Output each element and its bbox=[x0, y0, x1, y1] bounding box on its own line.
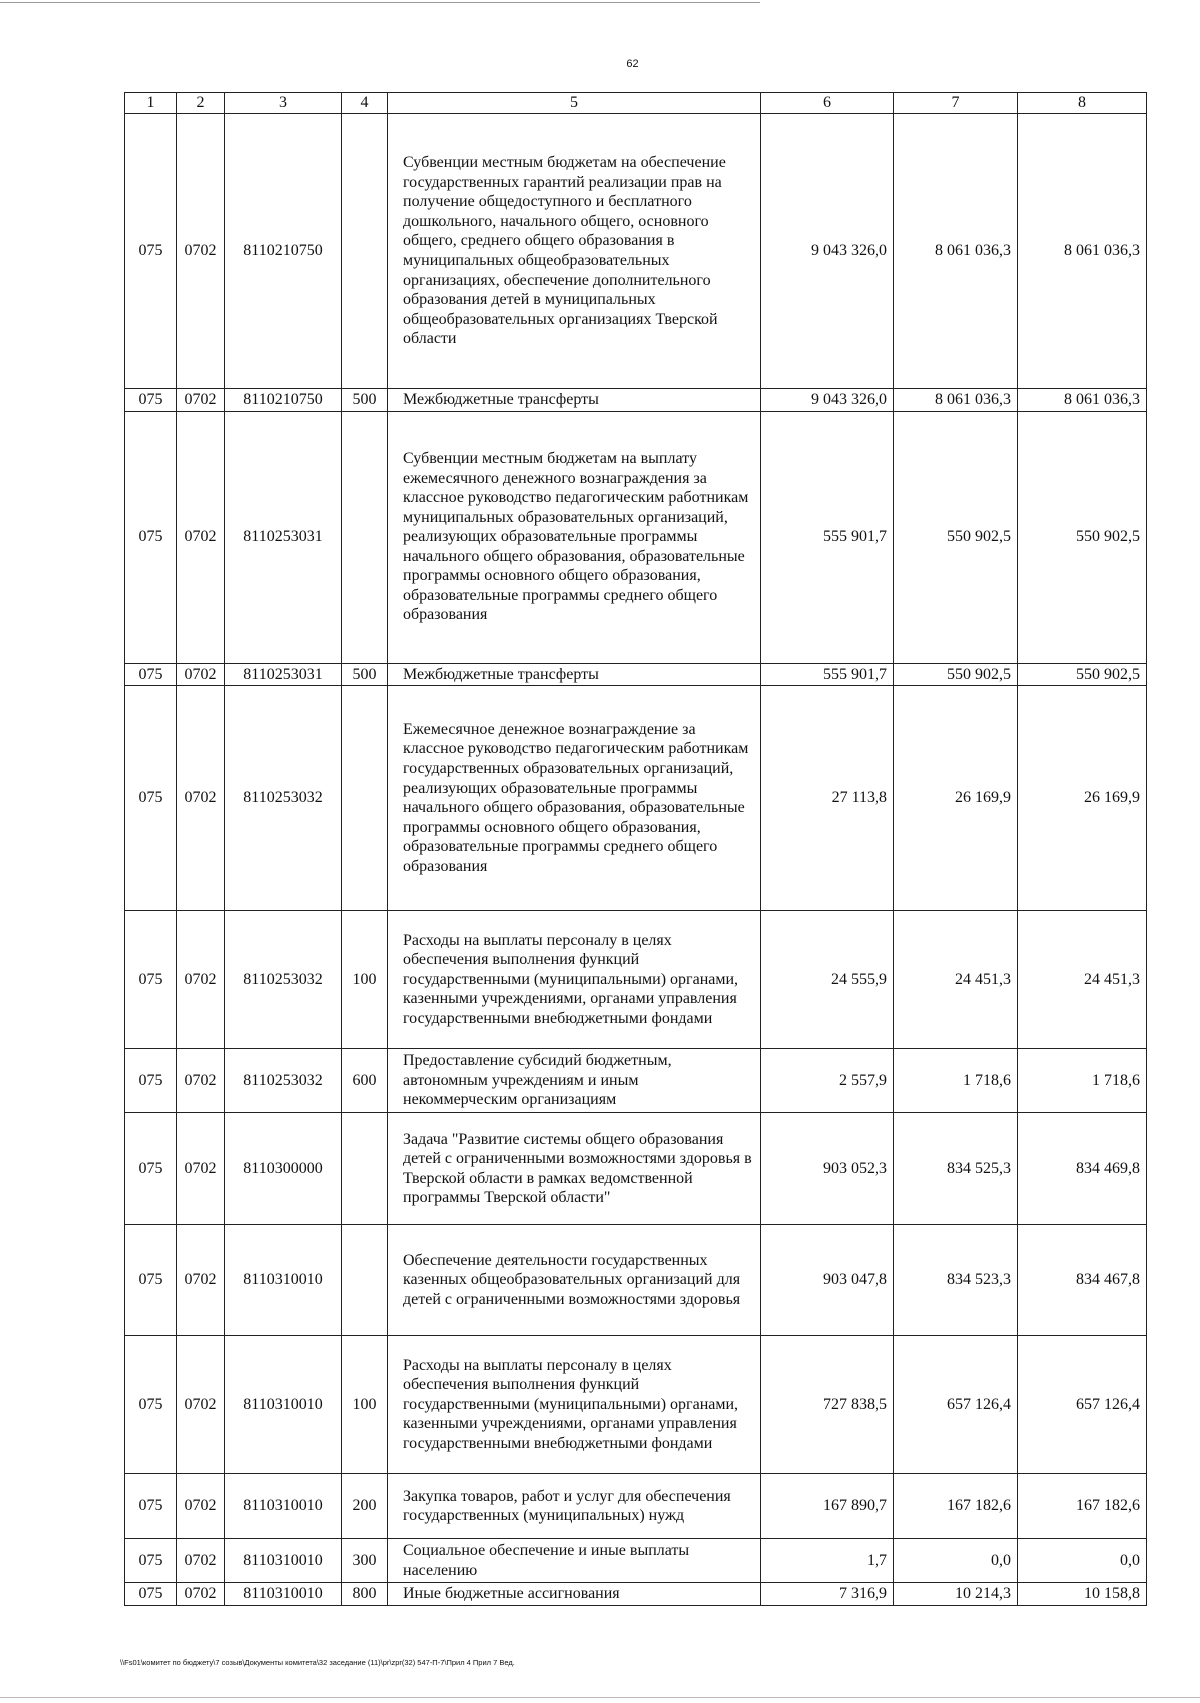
amount-col-6: 7 316,9 bbox=[761, 1583, 894, 1606]
section-code: 0702 bbox=[177, 686, 225, 911]
amount-col-7: 1 718,6 bbox=[894, 1049, 1018, 1113]
row-description: Закупка товаров, работ и услуг для обеспечения государственных (муниципальных) нужд bbox=[388, 1474, 761, 1539]
header-cell: 1 bbox=[125, 93, 177, 114]
expense-type-code bbox=[342, 1225, 388, 1336]
table-row bbox=[125, 686, 1147, 911]
target-article-code: 8110310010 bbox=[225, 1474, 342, 1539]
amount-col-7: 26 169,9 bbox=[894, 686, 1018, 911]
amount-col-6: 903 047,8 bbox=[761, 1225, 894, 1336]
row-description: Расходы на выплаты персоналу в целях обеспечения выполнения функций государственными (муниципальными) органами, казенными учреждениями, органами управления государственными внебюджетными фондами bbox=[388, 911, 761, 1049]
page-number: 62 bbox=[626, 58, 639, 70]
amount-col-7: 8 061 036,3 bbox=[894, 389, 1018, 412]
expense-type-code: 100 bbox=[342, 911, 388, 1049]
expense-type-code: 500 bbox=[342, 389, 388, 412]
header-cell: 7 bbox=[894, 93, 1018, 114]
target-article-code: 8110253032 bbox=[225, 1049, 342, 1113]
expense-type-code: 200 bbox=[342, 1474, 388, 1539]
row-description: Задача "Развитие системы общего образования детей с ограниченными возможностями здоровья в Тверской области в рамках ведомственной программы Тверской области" bbox=[388, 1113, 761, 1225]
section-code: 0702 bbox=[177, 114, 225, 389]
row-description: Социальное обеспечение и иные выплаты населению bbox=[388, 1539, 761, 1583]
expense-type-code bbox=[342, 686, 388, 911]
table-row bbox=[125, 1225, 1147, 1336]
expense-type-code: 100 bbox=[342, 1336, 388, 1474]
row-description: Расходы на выплаты персоналу в целях обеспечения выполнения функций государственными (муниципальными) органами, казенными учреждениями, органами управления государственными внебюджетными фондами bbox=[388, 1336, 761, 1474]
expense-type-code: 300 bbox=[342, 1539, 388, 1583]
ministry-code: 075 bbox=[125, 1583, 177, 1606]
amount-col-6: 167 890,7 bbox=[761, 1474, 894, 1539]
ministry-code: 075 bbox=[125, 411, 177, 663]
expense-type-code bbox=[342, 114, 388, 389]
row-description: Иные бюджетные ассигнования bbox=[388, 1583, 761, 1606]
section-code: 0702 bbox=[177, 663, 225, 686]
section-code: 0702 bbox=[177, 1113, 225, 1225]
amount-col-6: 9 043 326,0 bbox=[761, 114, 894, 389]
table-row bbox=[125, 1113, 1147, 1225]
target-article-code: 8110253031 bbox=[225, 663, 342, 686]
ministry-code: 075 bbox=[125, 389, 177, 412]
amount-col-8: 8 061 036,3 bbox=[1018, 114, 1147, 389]
ministry-code: 075 bbox=[125, 911, 177, 1049]
scan-edge-line bbox=[0, 1697, 1200, 1698]
amount-col-8: 657 126,4 bbox=[1018, 1336, 1147, 1474]
amount-col-8: 1 718,6 bbox=[1018, 1049, 1147, 1113]
expense-type-code: 500 bbox=[342, 663, 388, 686]
amount-col-7: 550 902,5 bbox=[894, 663, 1018, 686]
ministry-code: 075 bbox=[125, 1049, 177, 1113]
amount-col-7: 10 214,3 bbox=[894, 1583, 1018, 1606]
amount-col-8: 24 451,3 bbox=[1018, 911, 1147, 1049]
amount-col-7: 550 902,5 bbox=[894, 411, 1018, 663]
section-code: 0702 bbox=[177, 1336, 225, 1474]
file-path-footer: \\Fs01\комитет по бюджету\7 созыв\Документы комитета\32 заседание (11)\pr\zpr(32) 547-П-7\Прил 4 Прил 7 Вед. bbox=[120, 1658, 515, 1667]
scan-edge-line bbox=[0, 2, 760, 3]
target-article-code: 8110253032 bbox=[225, 686, 342, 911]
target-article-code: 8110210750 bbox=[225, 114, 342, 389]
row-description: Ежемесячное денежное вознаграждение за классное руководство педагогическим работникам государственных образовательных организаций, реализующих образовательные программы начального общего образования, образовательные программы основного общего образования, образовательные программы среднего общего образования bbox=[388, 686, 761, 911]
amount-col-6: 24 555,9 bbox=[761, 911, 894, 1049]
row-description: Обеспечение деятельности государственных казенных общеобразовательных организаций для детей с ограниченными возможностями здоровья bbox=[388, 1225, 761, 1336]
ministry-code: 075 bbox=[125, 663, 177, 686]
amount-col-7: 0,0 bbox=[894, 1539, 1018, 1583]
ministry-code: 075 bbox=[125, 1539, 177, 1583]
table-row bbox=[125, 1049, 1147, 1113]
target-article-code: 8110210750 bbox=[225, 389, 342, 412]
section-code: 0702 bbox=[177, 1539, 225, 1583]
amount-col-6: 27 113,8 bbox=[761, 686, 894, 911]
target-article-code: 8110310010 bbox=[225, 1539, 342, 1583]
table-row bbox=[125, 1336, 1147, 1474]
header-cell: 3 bbox=[225, 93, 342, 114]
amount-col-6: 555 901,7 bbox=[761, 411, 894, 663]
amount-col-6: 2 557,9 bbox=[761, 1049, 894, 1113]
table-row bbox=[125, 911, 1147, 1049]
section-code: 0702 bbox=[177, 411, 225, 663]
header-cell: 8 bbox=[1018, 93, 1147, 114]
target-article-code: 8110310010 bbox=[225, 1583, 342, 1606]
expense-type-code: 600 bbox=[342, 1049, 388, 1113]
column-number-header bbox=[125, 93, 1147, 114]
table-row bbox=[125, 663, 1147, 686]
table-row bbox=[125, 389, 1147, 412]
amount-col-6: 727 838,5 bbox=[761, 1336, 894, 1474]
expense-type-code: 800 bbox=[342, 1583, 388, 1606]
amount-col-8: 834 469,8 bbox=[1018, 1113, 1147, 1225]
amount-col-8: 0,0 bbox=[1018, 1539, 1147, 1583]
amount-col-8: 167 182,6 bbox=[1018, 1474, 1147, 1539]
amount-col-8: 26 169,9 bbox=[1018, 686, 1147, 911]
amount-col-8: 8 061 036,3 bbox=[1018, 389, 1147, 412]
amount-col-6: 9 043 326,0 bbox=[761, 389, 894, 412]
amount-col-7: 167 182,6 bbox=[894, 1474, 1018, 1539]
header-cell: 6 bbox=[761, 93, 894, 114]
ministry-code: 075 bbox=[125, 686, 177, 911]
header-cell: 5 bbox=[388, 93, 761, 114]
amount-col-7: 834 523,3 bbox=[894, 1225, 1018, 1336]
amount-col-8: 550 902,5 bbox=[1018, 411, 1147, 663]
table-row bbox=[125, 114, 1147, 389]
target-article-code: 8110300000 bbox=[225, 1113, 342, 1225]
target-article-code: 8110253031 bbox=[225, 411, 342, 663]
ministry-code: 075 bbox=[125, 114, 177, 389]
section-code: 0702 bbox=[177, 1049, 225, 1113]
section-code: 0702 bbox=[177, 389, 225, 412]
amount-col-7: 8 061 036,3 bbox=[894, 114, 1018, 389]
section-code: 0702 bbox=[177, 911, 225, 1049]
expense-type-code bbox=[342, 411, 388, 663]
budget-table bbox=[124, 92, 1147, 1606]
expense-type-code bbox=[342, 1113, 388, 1225]
row-description: Субвенции местным бюджетам на выплату ежемесячного денежного вознаграждения за классное руководство педагогическим работникам муниципальных образовательных организаций, реализующих образовательные программы начального общего образования, образовательные программы основного общего образования, образовательные программы среднего общего образования bbox=[388, 411, 761, 663]
section-code: 0702 bbox=[177, 1474, 225, 1539]
ministry-code: 075 bbox=[125, 1336, 177, 1474]
amount-col-6: 1,7 bbox=[761, 1539, 894, 1583]
target-article-code: 8110310010 bbox=[225, 1336, 342, 1474]
section-code: 0702 bbox=[177, 1583, 225, 1606]
amount-col-7: 24 451,3 bbox=[894, 911, 1018, 1049]
amount-col-7: 657 126,4 bbox=[894, 1336, 1018, 1474]
row-description: Межбюджетные трансферты bbox=[388, 663, 761, 686]
row-description: Предоставление субсидий бюджетным, автономным учреждениям и иным некоммерческим организациям bbox=[388, 1049, 761, 1113]
header-cell: 2 bbox=[177, 93, 225, 114]
amount-col-8: 834 467,8 bbox=[1018, 1225, 1147, 1336]
table-row bbox=[125, 1583, 1147, 1606]
ministry-code: 075 bbox=[125, 1225, 177, 1336]
target-article-code: 8110310010 bbox=[225, 1225, 342, 1336]
table-row bbox=[125, 1539, 1147, 1583]
section-code: 0702 bbox=[177, 1225, 225, 1336]
ministry-code: 075 bbox=[125, 1474, 177, 1539]
target-article-code: 8110253032 bbox=[225, 911, 342, 1049]
row-description: Субвенции местным бюджетам на обеспечение государственных гарантий реализации прав на получение общедоступного и бесплатного дошкольного, начального общего, основного общего, среднего общего образования в муниципальных общеобразовательных организациях, обеспечение дополнительного образования детей в муниципальных общеобразовательных организациях Тверской области bbox=[388, 114, 761, 389]
amount-col-6: 903 052,3 bbox=[761, 1113, 894, 1225]
table-row bbox=[125, 1474, 1147, 1539]
row-description: Межбюджетные трансферты bbox=[388, 389, 761, 412]
amount-col-7: 834 525,3 bbox=[894, 1113, 1018, 1225]
header-cell: 4 bbox=[342, 93, 388, 114]
ministry-code: 075 bbox=[125, 1113, 177, 1225]
amount-col-8: 550 902,5 bbox=[1018, 663, 1147, 686]
amount-col-8: 10 158,8 bbox=[1018, 1583, 1147, 1606]
amount-col-6: 555 901,7 bbox=[761, 663, 894, 686]
table-row bbox=[125, 411, 1147, 663]
